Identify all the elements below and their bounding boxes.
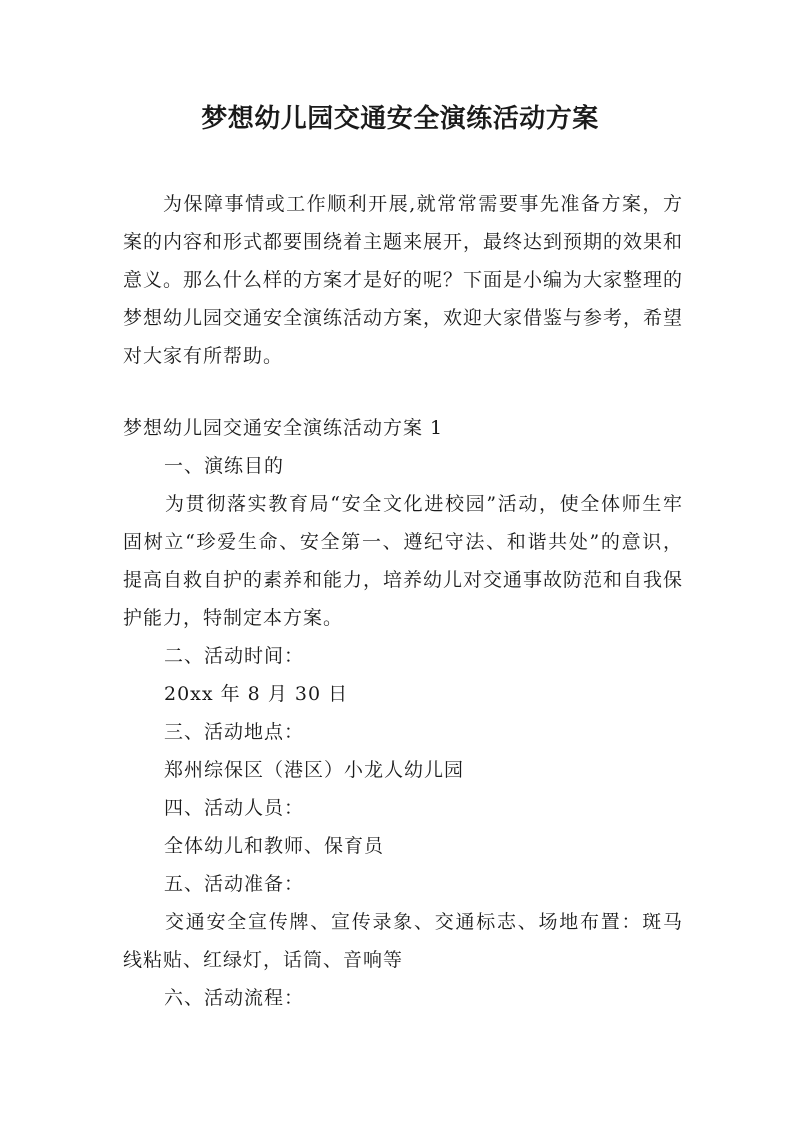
time-value: 20xx 年 8 月 30 日 [164, 683, 349, 705]
section-heading-purpose: 一、演练目的 [164, 455, 285, 477]
section-heading-place: 三、活动地点： [164, 721, 305, 743]
intro-paragraph: 为保障事情或工作顺利开展,就常常需要事先准备方案，方案的内容和形式都要围绕着主题来展开，最终达到预期的效果和意义。那么什么样的方案才是好的呢？下面是小编为大家整理的梦想幼儿园交通安全演练活动方案，欢迎大家借鉴与参考，希望对大家有所帮助。 [123, 193, 684, 367]
section-heading-process: 六、活动流程： [164, 987, 305, 1009]
document-title: 梦想幼儿园交通安全演练活动方案 [201, 104, 599, 134]
section-heading-people: 四、活动人员： [164, 797, 305, 819]
people-value: 全体幼儿和教师、保育员 [164, 835, 385, 857]
section-heading-time: 二、活动时间： [164, 645, 305, 667]
preparation-paragraph: 交通安全宣传牌、宣传录象、交通标志、场地布置：斑马线粘贴、红绿灯，话筒、音响等 [123, 911, 683, 971]
place-value: 郑州综保区（港区）小龙人幼儿园 [164, 759, 465, 781]
section-heading-preparation: 五、活动准备： [164, 873, 305, 895]
section-subtitle: 梦想幼儿园交通安全演练活动方案 1 [123, 417, 444, 439]
purpose-paragraph: 为贯彻落实教育局“安全文化进校园”活动，使全体师生牢固树立“珍爱生命、安全第一、遵纪守法、和谐共处”的意识，提高自救自护的素养和能力，培养幼儿对交通事故防范和自我保护能力，特制定本方案。 [123, 493, 684, 629]
